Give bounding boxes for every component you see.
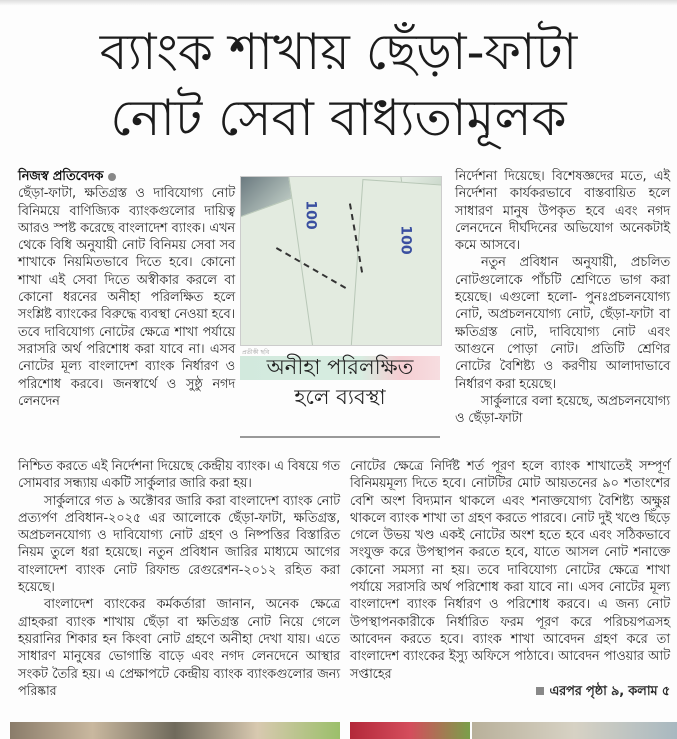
continued-label: এরপর পৃষ্ঠা ৯, কলাম ৫ bbox=[549, 683, 670, 699]
adjacent-photo bbox=[350, 722, 470, 739]
adjacent-photo bbox=[472, 722, 677, 739]
note-denomination: 100 bbox=[397, 225, 414, 255]
paragraph: নতুন প্রবিধান অনুযায়ী, প্রচলিত নোটগুলোকে পাঁচটি শ্রেণিতে ভাগ করা হয়েছে। এগুলো হলো- পুনঃপ্রচলনযোগ্য নোট, অপ্রচলনযোগ্য নোট, ছেঁড়া-ফাটা বা ক্ষতিগ্রস্ত নোট, দাবিযোগ্য নোট এবং আগুনে পোড়া নোট। প্রতিটি শ্রেণির নোটের বৈশিষ্ট্য ও করণীয় আলাদাভাবে নির্ধারণ করা হয়েছে। bbox=[455, 255, 670, 392]
adjacent-photo bbox=[10, 722, 340, 739]
square-icon bbox=[536, 687, 544, 695]
photo-credit: প্রতীকী ছবি bbox=[242, 349, 270, 356]
paragraph: ছেঁড়া-ফাটা, ক্ষতিগ্রস্ত ও দাবিযোগ্য নোট বিনিময়ে বাণিজ্যিক ব্যাংকগুলোর দায়িত্ব আরও স্পষ্ট করেছে বাংলাদেশ ব্যাংক। এখন থেকে বিধি অনুযায়ী নোট বিনিময় সেবা সব শাখাকে নিয়মিতভাবে দিতে হবে। কোনো শাখা এই সেবা দিতে অস্বীকার করলে বা কোনো ধরনের অনীহা পরিলক্ষিত হলে সংশ্লিষ্ট ব্যাংকের বিরুদ্ধে ব্যবস্থা নেওয়া হবে। তবে দাবিযোগ্য নোটের ক্ষেত্রে শাখা পর্যায়ে সরাসরি অর্থ পরিশোধ করা যাবে না। এসব নোটের মূল্য বাংলাদেশ ব্যাংক নির্ধারণ ও পরিশোধ করবে। জনস্বার্থে ও সুষ্ঠু নগদ লেনদেন bbox=[18, 186, 235, 409]
bullet-icon bbox=[108, 173, 116, 181]
paragraph: সার্কুলারে গত ৯ অক্টোবর জারি করা বাংলাদেশ ব্যাংক নোট প্রত্যর্পণ প্রবিধান-২০২৫ এর আলোকে ছেঁড়া-ফাটা, ক্ষতিগ্রস্ত, অপ্রচলনযোগ্য ও দাবিযোগ্য নোট গ্রহণ ও নিষ্পত্তির বিস্তারিত নিয়ম তুলে ধরা হয়েছে। নতুন প্রবিধান জারির মাধ্যমে আগের বাংলাদেশ ব্যাংক নোট রিফান্ড রেগুরেশন-২০১২ রহিত করা হয়েছে। bbox=[18, 493, 340, 596]
left-column-bottom bbox=[18, 458, 340, 700]
paragraph: নিশ্চিত করতে এই নির্দেশনা দিয়েছে কেন্দ্রীয় ব্যাংক। এ বিষয়ে গত সোমবার সন্ধ্যায় একটি সার্কুলার জারি করা হয়। bbox=[18, 459, 340, 492]
top-edge bbox=[0, 0, 677, 6]
paragraph: নির্দেশনা দিয়েছে। বিশেষজ্ঞদের মতে, এই নির্দেশনা কার্যকরভাবে বাস্তবায়িত হলে সাধারণ মানুষ উপকৃত হবে এবং নগদ লেনদেনে দীর্ঘদিনের অভিযোগ অনেকটাই কমে আসবে। bbox=[455, 169, 670, 254]
divider bbox=[240, 436, 440, 438]
continued-on-link[interactable] bbox=[536, 683, 670, 700]
pull-quote-line-1: অনীহা পরিলক্ষিত bbox=[266, 355, 414, 379]
banknote bbox=[350, 179, 442, 346]
right-column-top bbox=[455, 168, 670, 427]
pull-quote-line-2: হলে ব্যবস্থা bbox=[294, 385, 386, 409]
pull-quote bbox=[240, 352, 440, 412]
right-column-bottom bbox=[350, 458, 670, 700]
torn-banknotes-photo bbox=[240, 176, 442, 346]
headline-line-1: ব্যাংক শাখায় ছেঁড়া-ফাটা bbox=[99, 23, 578, 81]
paragraph: নোটের ক্ষেত্রে নির্দিষ্ট শর্ত পূরণ হলে ব্যাংক শাখাতেই সম্পূর্ণ বিনিময়মূল্য দিতে হবে। নোটটির মোট আয়তনের ৯০ শতাংশের বেশি অংশ বিদ্যমান থাকলে এবং শনাক্তযোগ্য বৈশিষ্ট্য অক্ষুণ্ণ থাকলে ব্যাংক শাখা তা গ্রহণ করতে পারবে। নোট দুই খণ্ডে ছিঁড়ে গেলে উভয় খণ্ড একই নোটের অংশ হতে হবে এবং সঠিকভাবে সংযুক্ত করে উপস্থাপন করতে হবে, যাতে আসল নোট শনাক্তে কোনো সমস্যা না হয়। তবে দাবিযোগ্য নোটের ক্ষেত্রে শাখা পর্যায়ে সরাসরি অর্থ পরিশোধ করা যাবে না। এসব নোটের মূল্য বাংলাদেশ ব্যাংক নির্ধারণ ও পরিশোধ করবে। এ জন্য নোট উপস্থাপনকারীকে নির্ধারিত ফরম পূরণ করে পরিচয়পত্রসহ আবেদন করতে হবে। ব্যাংক শাখা আবেদন গ্রহণ করে তা বাংলাদেশ ব্যাংকের ইস্যু অফিসে পাঠাবে। আবেদন পাওয়ার আট সপ্তাহের bbox=[350, 459, 670, 682]
headline-line-2: নোট সেবা বাধ্যতামূলক bbox=[110, 89, 567, 147]
paragraph: সার্কুলারে বলা হয়েছে, অপ্রচলনযোগ্য ও ছেঁড়া-ফাটা bbox=[455, 393, 670, 427]
paragraph: বাংলাদেশ ব্যাংকের কর্মকর্তারা জানান, অনেক ক্ষেত্রে গ্রাহকরা ব্যাংক শাখায় ছেঁড়া বা ক্ষতিগ্রস্ত নোট নিয়ে গেলে হয়রানির শিকার হন কিংবা নোট গ্রহণে অনীহা দেখা যায়। এতে সাধারণ মানুষের ভোগান্তি বাড়ে এবং নগদ লেনদেনে আস্থার সংকট তৈরি হয়। এ প্রেক্ষাপটে কেন্দ্রীয় ব্যাংক ব্যাংকগুলোর জন্য পরিষ্কার bbox=[18, 597, 340, 699]
byline: নিজস্ব প্রতিবেদক bbox=[18, 169, 104, 184]
left-column-top bbox=[18, 168, 235, 410]
note-denomination: 100 bbox=[302, 200, 319, 230]
